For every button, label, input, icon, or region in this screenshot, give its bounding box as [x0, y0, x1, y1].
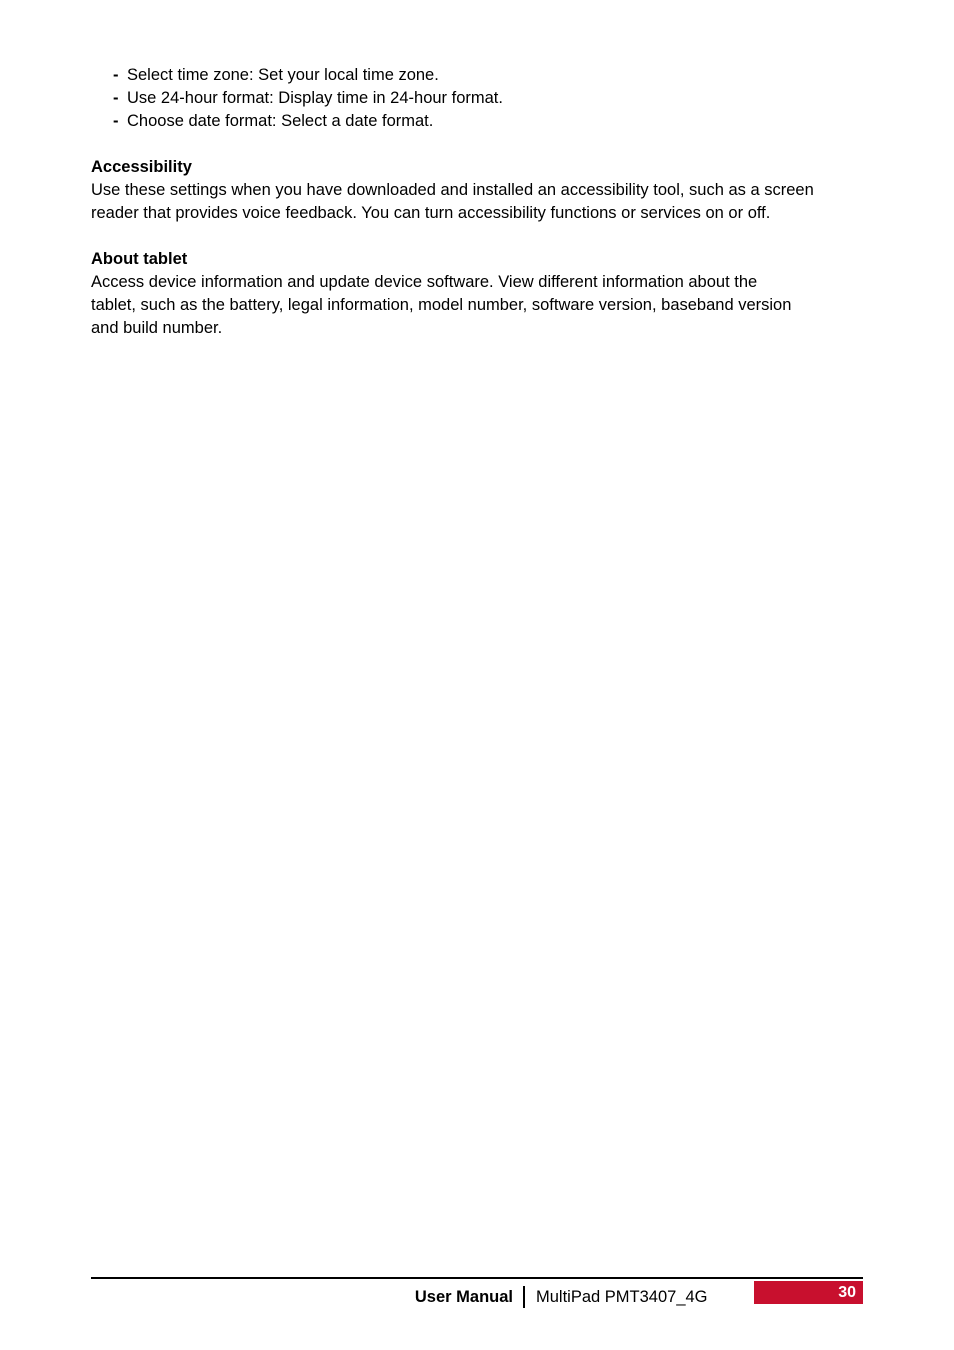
footer-rule: [91, 1277, 863, 1279]
bullet-text: Choose date format: Select a date format.: [127, 112, 434, 130]
accessibility-heading: Accessibility: [91, 158, 192, 176]
bullet-text: Use 24-hour format: Display time in 24-hour format.: [127, 89, 503, 107]
accessibility-section: [91, 156, 866, 225]
bullet-marker: -: [113, 66, 119, 84]
text-line: tablet, such as the battery, legal information, model number, software version, baseband version: [91, 296, 792, 314]
page-number-badge: [754, 1281, 863, 1304]
bullet-text: Select time zone: Set your local time zone.: [127, 66, 439, 84]
page-number: 30: [838, 1284, 856, 1301]
accessibility-text: [91, 179, 866, 225]
text-line: Use these settings when you have downloaded and installed an accessibility tool, such as a screen: [91, 181, 814, 199]
list-item: [113, 110, 873, 133]
footer-manual-label: User Manual: [414, 1288, 513, 1306]
text-line: and build number.: [91, 319, 223, 337]
footer-separator: [523, 1286, 525, 1308]
bullet-marker: -: [113, 89, 119, 107]
list-item: [113, 64, 873, 87]
date-time-options-list: [113, 64, 873, 133]
about-tablet-heading: About tablet: [91, 250, 188, 268]
about-tablet-section: [91, 248, 866, 340]
text-line: Access device information and update device software. View different information about the: [91, 273, 758, 291]
bullet-marker: -: [113, 112, 119, 130]
footer-product-name: MultiPad PMT3407_4G: [536, 1288, 708, 1306]
about-tablet-text: [91, 271, 866, 340]
text-line: reader that provides voice feedback. You can turn accessibility functions or services on or off.: [91, 204, 771, 222]
list-item: [113, 87, 873, 110]
